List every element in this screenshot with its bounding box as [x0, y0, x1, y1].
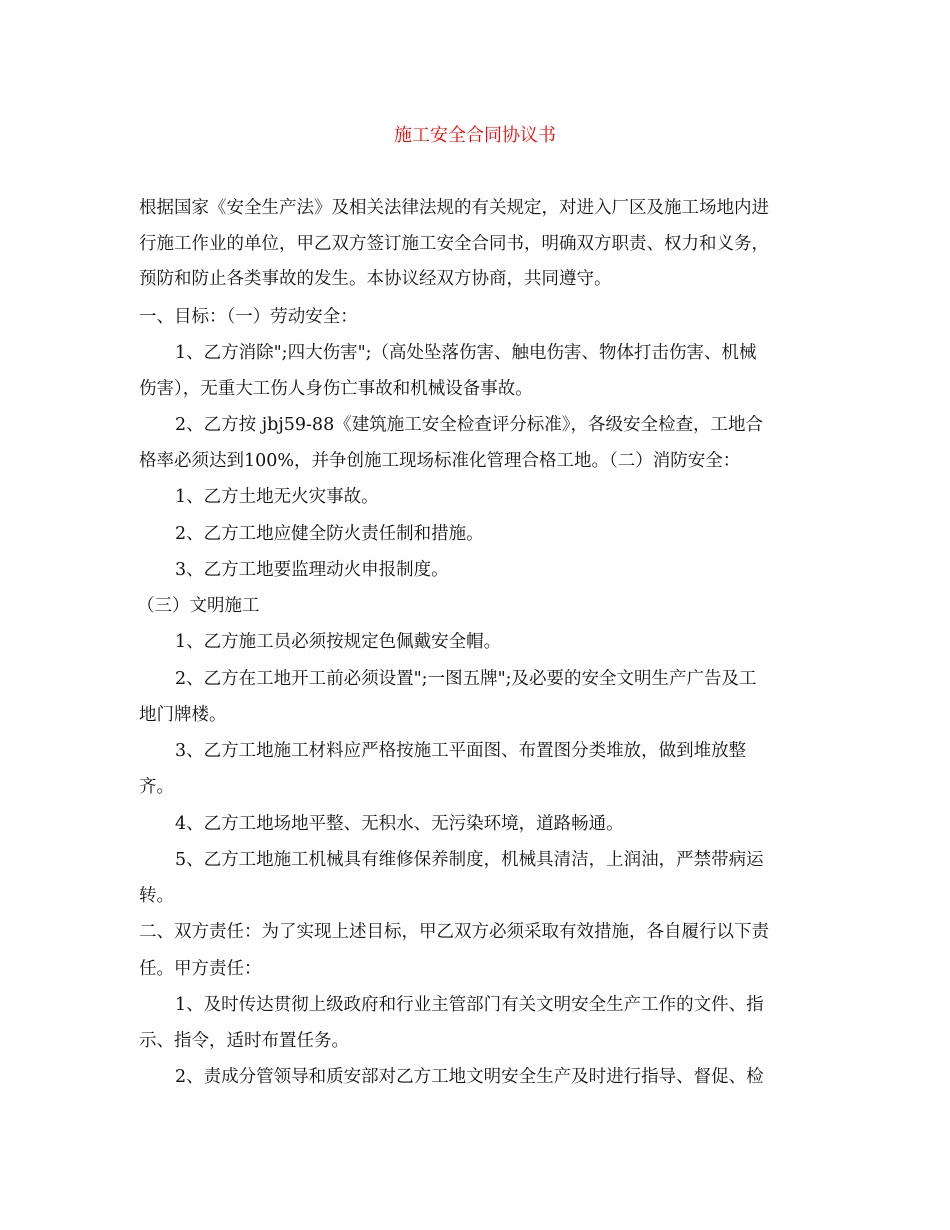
- paragraph-line: 行施工作业的单位，甲乙双方签订施工安全合同书，明确双方职责、权力和义务，: [139, 234, 769, 254]
- paragraph-line: 1、乙方土地无火灾事故。: [175, 487, 379, 507]
- section-heading: （三）文明施工: [137, 596, 260, 616]
- section-heading: 二、双方责任：为了实现上述目标，甲乙双方必须采取有效措施，各自履行以下责: [139, 922, 769, 942]
- document-title: 施工安全合同协议书: [394, 125, 556, 146]
- paragraph-line: 2、乙方按 jbj59-88《建筑施工安全检查评分标准》，各级安全检查，工地合: [175, 415, 763, 435]
- paragraph-line: 2、乙方工地应健全防火责任制和措施。: [175, 524, 484, 544]
- section-heading: 一、目标：（一）劳动安全：: [139, 307, 358, 327]
- paragraph-line: 1、乙方消除";四大伤害";（高处坠落伤害、触电伤害、物体打击伤害、机械: [175, 343, 757, 363]
- paragraph-line: 1、乙方施工员必须按规定色佩戴安全帽。: [175, 632, 502, 652]
- paragraph-line: 4、乙方工地场地平整、无积水、无污染环境，道路畅通。: [175, 814, 624, 834]
- paragraph-line: 2、乙方在工地开工前必须设置";一图五牌";及必要的安全文明生产广告及工: [175, 669, 757, 689]
- paragraph-line: 格率必须达到100%，并争创施工现场标准化管理合格工地。（二）消防安全：: [139, 451, 741, 471]
- paragraph-line: 示、指令，适时布置任务。: [139, 1031, 349, 1051]
- paragraph-line: 转。: [139, 886, 174, 906]
- paragraph-line: 1、及时传达贯彻上级政府和行业主管部门有关文明安全生产工作的文件、指: [175, 995, 764, 1015]
- paragraph-line: 伤害），无重大工伤人身伤亡事故和机械设备事故。: [139, 379, 533, 399]
- paragraph-line: 根据国家《安全生产法》及相关法律法规的有关规定，对进入厂区及施工场地内进: [139, 198, 769, 218]
- paragraph-line: 3、乙方工地施工材料应严格按施工平面图、布置图分类堆放，做到堆放整: [175, 741, 747, 761]
- paragraph-line: 2、责成分管领导和质安部对乙方工地文明安全生产及时进行指导、督促、检: [175, 1067, 764, 1087]
- paragraph-line: 地门牌楼。: [139, 705, 227, 725]
- paragraph-line: 5、乙方工地施工机械具有维修保养制度，机械具清洁，上润油，严禁带病运: [175, 850, 764, 870]
- paragraph-line: 3、乙方工地要监理动火申报制度。: [175, 560, 449, 580]
- paragraph-line: 任。甲方责任：: [139, 959, 262, 979]
- paragraph-line: 齐。: [139, 777, 174, 797]
- paragraph-line: 预防和防止各类事故的发生。本协议经双方协商，共同遵守。: [139, 269, 612, 289]
